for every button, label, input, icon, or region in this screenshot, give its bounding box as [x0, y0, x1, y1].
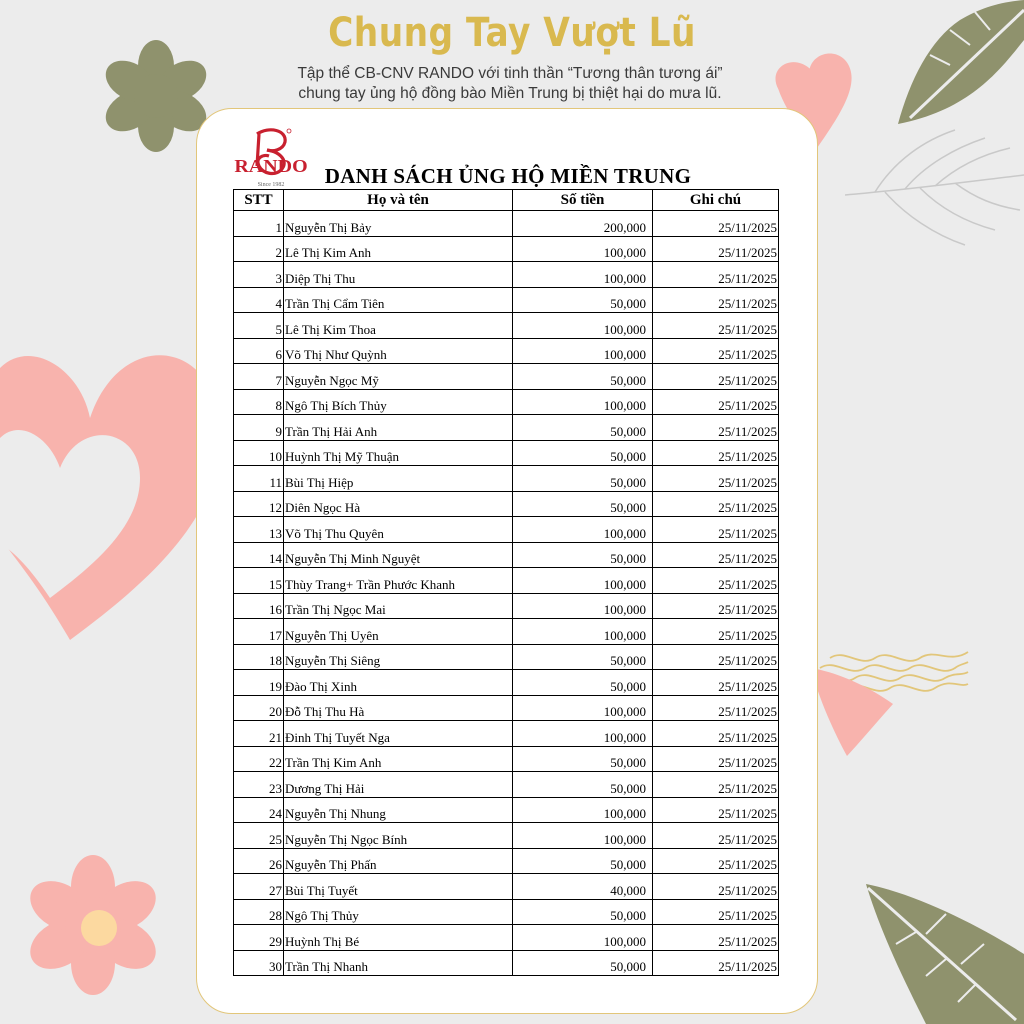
row-note: 25/11/2025 — [653, 670, 779, 696]
row-name: Ngô Thị Bích Thủy — [284, 389, 513, 415]
table-row — [234, 415, 779, 441]
row-stt: 13 — [234, 517, 284, 543]
row-name: Trần Thị Ngọc Mai — [284, 593, 513, 619]
row-amount: 50,000 — [513, 466, 653, 492]
row-amount: 100,000 — [513, 695, 653, 721]
row-note: 25/11/2025 — [653, 772, 779, 798]
row-note: 25/11/2025 — [653, 797, 779, 823]
table-row — [234, 644, 779, 670]
flower-icon-olive — [100, 40, 212, 152]
table-row — [234, 211, 779, 237]
table-row — [234, 823, 779, 849]
svg-text:RANDO: RANDO — [234, 156, 308, 177]
row-amount: 50,000 — [513, 746, 653, 772]
row-stt: 4 — [234, 287, 284, 313]
row-stt: 12 — [234, 491, 284, 517]
row-amount: 50,000 — [513, 848, 653, 874]
row-note: 25/11/2025 — [653, 415, 779, 441]
flower-icon-pink — [22, 854, 164, 996]
row-amount: 50,000 — [513, 364, 653, 390]
row-note: 25/11/2025 — [653, 338, 779, 364]
row-name: Trần Thị Kim Anh — [284, 746, 513, 772]
row-name: Nguyễn Thị Nhung — [284, 797, 513, 823]
row-amount: 50,000 — [513, 644, 653, 670]
row-stt: 3 — [234, 262, 284, 288]
row-amount: 50,000 — [513, 542, 653, 568]
row-amount: 50,000 — [513, 772, 653, 798]
table-row — [234, 440, 779, 466]
row-name: Võ Thị Như Quỳnh — [284, 338, 513, 364]
page-title: Chung Tay Vượt Lũ — [328, 10, 696, 56]
row-name: Diệp Thị Thu — [284, 262, 513, 288]
row-note: 25/11/2025 — [653, 874, 779, 900]
leaf-icon-bottom-right — [866, 884, 1024, 1024]
row-amount: 50,000 — [513, 899, 653, 925]
row-name: Bùi Thị Tuyết — [284, 874, 513, 900]
table-row — [234, 619, 779, 645]
row-amount: 50,000 — [513, 670, 653, 696]
donation-table — [233, 189, 779, 976]
row-note: 25/11/2025 — [653, 517, 779, 543]
row-amount: 200,000 — [513, 211, 653, 237]
row-note: 25/11/2025 — [653, 542, 779, 568]
table-row — [234, 593, 779, 619]
page-subtitle — [250, 64, 770, 104]
row-stt: 2 — [234, 236, 284, 262]
row-note: 25/11/2025 — [653, 211, 779, 237]
row-amount: 100,000 — [513, 619, 653, 645]
document-title: DANH SÁCH ỦNG HỘ MIỀN TRUNG — [324, 164, 692, 188]
rando-logo — [229, 126, 313, 188]
row-note: 25/11/2025 — [653, 823, 779, 849]
row-amount: 50,000 — [513, 491, 653, 517]
column-header-amount: Số tiền — [513, 190, 653, 211]
subtitle-line-1: Tập thể CB-CNV RANDO với tinh thần “Tương thân tương ái” — [297, 65, 723, 82]
row-name: Ngô Thị Thủy — [284, 899, 513, 925]
row-stt: 26 — [234, 848, 284, 874]
row-amount: 100,000 — [513, 338, 653, 364]
row-amount: 50,000 — [513, 287, 653, 313]
table-row — [234, 721, 779, 747]
row-name: Trần Thị Cẩm Tiên — [284, 287, 513, 313]
row-stt: 9 — [234, 415, 284, 441]
row-stt: 29 — [234, 925, 284, 951]
table-row — [234, 746, 779, 772]
table-row — [234, 491, 779, 517]
row-stt: 17 — [234, 619, 284, 645]
table-row — [234, 466, 779, 492]
table-row — [234, 338, 779, 364]
row-amount: 50,000 — [513, 950, 653, 976]
row-amount: 100,000 — [513, 823, 653, 849]
subtitle-line-2: chung tay ủng hộ đồng bào Miền Trung bị thiệt hại do mưa lũ. — [298, 85, 722, 102]
row-stt: 25 — [234, 823, 284, 849]
row-amount: 40,000 — [513, 874, 653, 900]
row-note: 25/11/2025 — [653, 593, 779, 619]
table-row — [234, 364, 779, 390]
row-name: Trần Thị Hải Anh — [284, 415, 513, 441]
row-name: Đào Thị Xinh — [284, 670, 513, 696]
row-note: 25/11/2025 — [653, 287, 779, 313]
row-name: Nguyễn Thị Uyên — [284, 619, 513, 645]
row-name: Võ Thị Thu Quyên — [284, 517, 513, 543]
row-name: Đỗ Thị Thu Hà — [284, 695, 513, 721]
row-name: Nguyễn Ngọc Mỹ — [284, 364, 513, 390]
row-name: Nguyễn Thị Phấn — [284, 848, 513, 874]
row-name: Nguyễn Thị Siêng — [284, 644, 513, 670]
heart-icon-large — [0, 328, 225, 646]
row-stt: 28 — [234, 899, 284, 925]
table-row — [234, 313, 779, 339]
table-row — [234, 874, 779, 900]
row-stt: 30 — [234, 950, 284, 976]
row-amount: 100,000 — [513, 313, 653, 339]
row-stt: 6 — [234, 338, 284, 364]
row-note: 25/11/2025 — [653, 313, 779, 339]
row-name: Thùy Trang+ Trần Phước Khanh — [284, 568, 513, 594]
table-row — [234, 848, 779, 874]
table-row — [234, 517, 779, 543]
row-note: 25/11/2025 — [653, 925, 779, 951]
leaf-outline-icon — [845, 120, 1024, 250]
row-name: Nguyễn Thị Bảy — [284, 211, 513, 237]
row-stt: 5 — [234, 313, 284, 339]
table-row — [234, 899, 779, 925]
row-note: 25/11/2025 — [653, 746, 779, 772]
triangle-icon — [805, 664, 897, 758]
column-header-note: Ghi chú — [653, 190, 779, 211]
table-row — [234, 695, 779, 721]
table-row — [234, 670, 779, 696]
row-amount: 100,000 — [513, 568, 653, 594]
row-amount: 100,000 — [513, 389, 653, 415]
row-stt: 15 — [234, 568, 284, 594]
row-note: 25/11/2025 — [653, 364, 779, 390]
svg-text:Since 1982: Since 1982 — [257, 182, 285, 188]
table-row — [234, 542, 779, 568]
row-amount: 100,000 — [513, 517, 653, 543]
row-name: Lê Thị Kim Anh — [284, 236, 513, 262]
row-note: 25/11/2025 — [653, 619, 779, 645]
row-stt: 8 — [234, 389, 284, 415]
row-note: 25/11/2025 — [653, 721, 779, 747]
table-row — [234, 287, 779, 313]
row-name: Nguyễn Thị Minh Nguyệt — [284, 542, 513, 568]
row-name: Diên Ngọc Hà — [284, 491, 513, 517]
row-stt: 22 — [234, 746, 284, 772]
row-stt: 20 — [234, 695, 284, 721]
table-row — [234, 772, 779, 798]
row-name: Huỳnh Thị Bé — [284, 925, 513, 951]
column-header-stt: STT — [234, 190, 284, 211]
row-name: Đinh Thị Tuyết Nga — [284, 721, 513, 747]
row-name: Trần Thị Nhanh — [284, 950, 513, 976]
row-stt: 16 — [234, 593, 284, 619]
row-amount: 100,000 — [513, 925, 653, 951]
row-name: Huỳnh Thị Mỹ Thuận — [284, 440, 513, 466]
row-note: 25/11/2025 — [653, 644, 779, 670]
row-note: 25/11/2025 — [653, 236, 779, 262]
table-row — [234, 925, 779, 951]
column-header-name: Họ và tên — [284, 190, 513, 211]
table-row — [234, 797, 779, 823]
row-stt: 14 — [234, 542, 284, 568]
row-note: 25/11/2025 — [653, 899, 779, 925]
row-stt: 27 — [234, 874, 284, 900]
row-stt: 23 — [234, 772, 284, 798]
row-stt: 7 — [234, 364, 284, 390]
table-row — [234, 262, 779, 288]
row-stt: 18 — [234, 644, 284, 670]
table-row — [234, 568, 779, 594]
row-note: 25/11/2025 — [653, 389, 779, 415]
row-stt: 19 — [234, 670, 284, 696]
row-name: Dương Thị Hải — [284, 772, 513, 798]
row-name: Nguyễn Thị Ngọc Bính — [284, 823, 513, 849]
row-amount: 100,000 — [513, 721, 653, 747]
row-note: 25/11/2025 — [653, 695, 779, 721]
table-row — [234, 236, 779, 262]
table-header-row — [234, 190, 779, 211]
row-stt: 11 — [234, 466, 284, 492]
row-amount: 50,000 — [513, 440, 653, 466]
row-note: 25/11/2025 — [653, 466, 779, 492]
row-stt: 24 — [234, 797, 284, 823]
row-amount: 100,000 — [513, 797, 653, 823]
row-stt: 1 — [234, 211, 284, 237]
table-row — [234, 389, 779, 415]
row-note: 25/11/2025 — [653, 568, 779, 594]
row-note: 25/11/2025 — [653, 440, 779, 466]
row-stt: 21 — [234, 721, 284, 747]
row-note: 25/11/2025 — [653, 491, 779, 517]
row-name: Bùi Thị Hiệp — [284, 466, 513, 492]
row-note: 25/11/2025 — [653, 848, 779, 874]
table-row — [234, 950, 779, 976]
row-note: 25/11/2025 — [653, 950, 779, 976]
row-amount: 50,000 — [513, 415, 653, 441]
row-amount: 100,000 — [513, 593, 653, 619]
row-stt: 10 — [234, 440, 284, 466]
row-amount: 100,000 — [513, 236, 653, 262]
row-note: 25/11/2025 — [653, 262, 779, 288]
row-name: Lê Thị Kim Thoa — [284, 313, 513, 339]
row-amount: 100,000 — [513, 262, 653, 288]
